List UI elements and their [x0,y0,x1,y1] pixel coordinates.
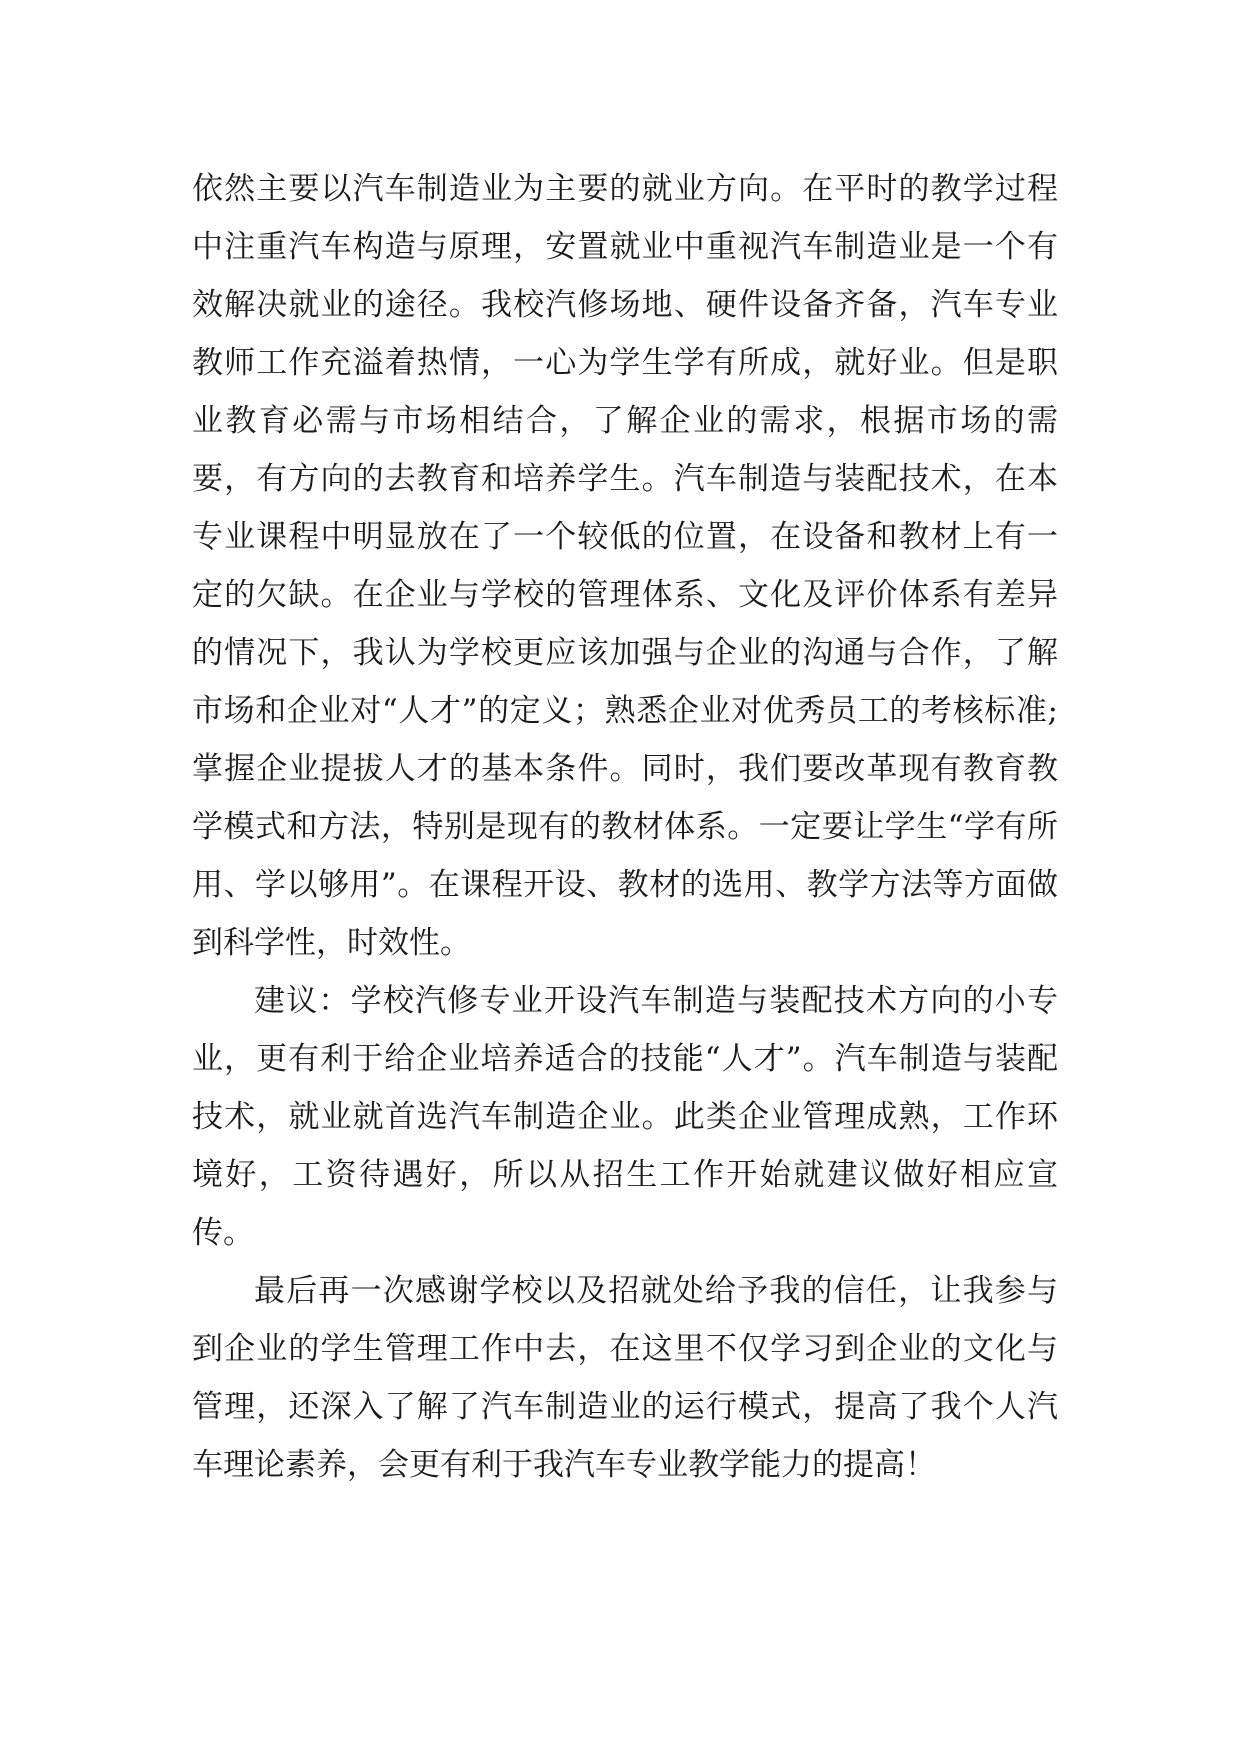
paragraph-continuation: 依然主要以汽车制造业为主要的就业方向。在平时的教学过程中注重汽车构造与原理，安置就业中重视汽车制造业是一个有效解决就业的途径。我校汽修场地、硬件设备齐备，汽车专业教师工作充溢着热情，一心为学生学有所成，就好业。但是职业教育必需与市场相结合，了解企业的需求，根据市场的需要，有方向的去教育和培养学生。汽车制造与装配技术，在本专业课程中明显放在了一个较低的位置，在设备和教材上有一定的欠缺。在企业与学校的管理体系、文化及评价体系有差异的情况下，我认为学校更应该加强与企业的沟通与合作，了解市场和企业对“人才”的定义；熟悉企业对优秀员工的考核标准;掌握企业提拔人才的基本条件。同时，我们要改革现有教育教学模式和方法，特别是现有的教材体系。一定要让学生“学有所用、学以够用”。在课程开设、教材的选用、教学方法等方面做到科学性，时效性。 [192,171,1058,961]
paragraph-suggestion: 建议：学校汽修专业开设汽车制造与装配技术方向的小专业，更有利于给企业培养适合的技能“人才”。汽车制造与装配技术，就业就首选汽车制造企业。此类企业管理成熟，工作环境好，工资待遇好，所以从招生工作开始就建议做好相应宣传。 [192,983,1058,1251]
body-text [192,160,1058,1494]
paragraph-closing: 最后再一次感谢学校以及招就处给予我的信任，让我参与到企业的学生管理工作中去，在这里不仅学习到企业的文化与管理，还深入了解了汽车制造业的运行模式，提高了我个人汽车理论素养，会更有利于我汽车专业教学能力的提高！ [192,1273,1058,1483]
